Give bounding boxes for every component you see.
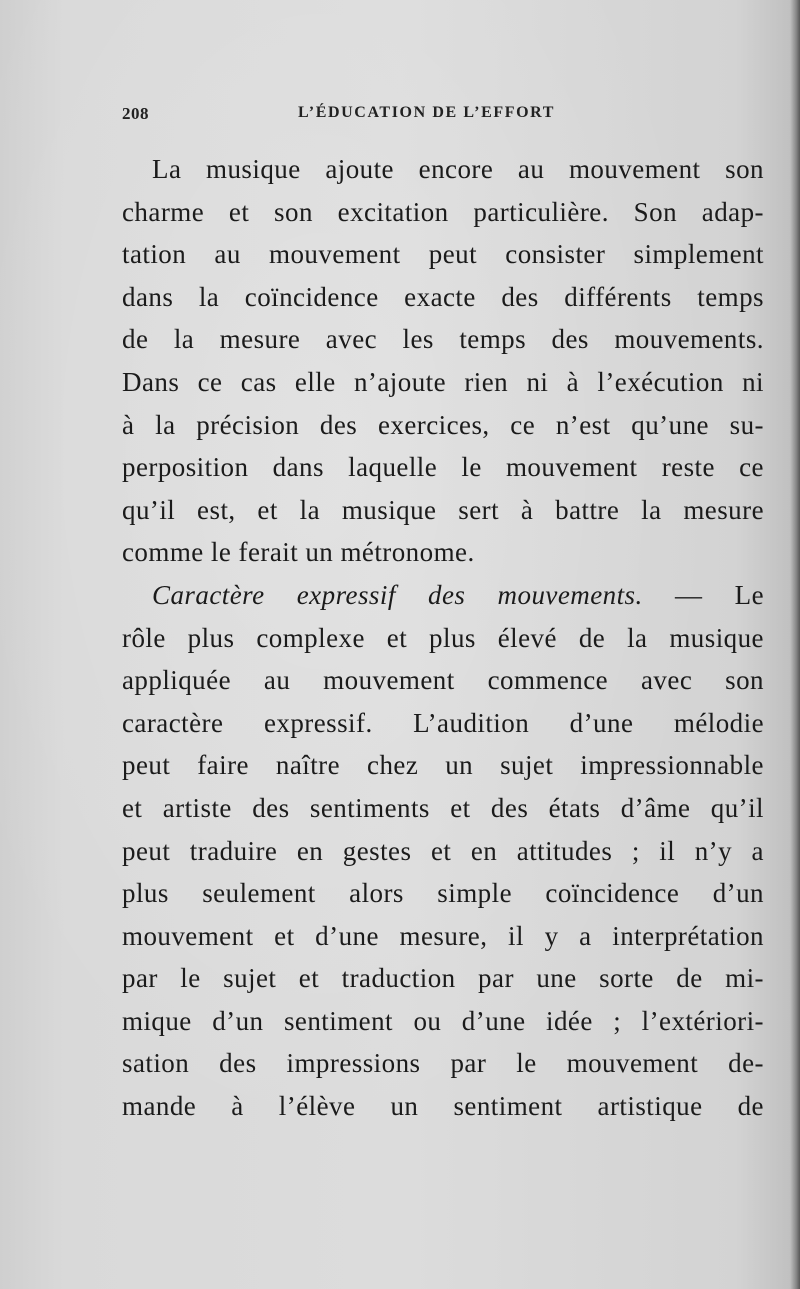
text-line: charme et son excitation particulière. Son adap- [122,196,764,227]
section-heading: Caractère expressif des mouvements. [152,579,643,610]
heading-line-rest: — Le [674,579,764,610]
text-line: La musique ajoute encore au mouvement son [152,154,764,184]
section-heading-line [122,574,764,617]
text-line: sation des impressions par le mouvement de- [122,1048,764,1079]
text-line: tation au mouvement peut consister simplement [122,239,764,270]
text-line: et artiste des sentiments et des états d’âme qu’il [122,792,764,823]
text-line: peut faire naître chez un sujet impressionnable [122,750,764,781]
text-line: rôle plus complexe et plus élevé de la musique [122,622,764,653]
text-line: comme le ferait un métronome. [122,537,475,568]
running-header [122,100,762,130]
text-line: perposition dans laquelle le mouvement reste ce [122,452,764,483]
text-line: par le sujet et traduction par une sorte de mi- [122,963,764,994]
text-line: mique d’un sentiment ou d’une idée ; l’extériori- [122,1005,764,1036]
text-line: peut traduire en gestes et en attitudes ; il n’y a [122,835,764,866]
running-title: L’ÉDUCATION DE L’EFFORT [298,104,556,121]
page-number: 208 [122,104,149,123]
text-line: à la précision des exercices, ce n’est qu’une su- [122,409,764,440]
body-text [122,148,764,1128]
text-line: de la mesure avec les temps des mouvements. [122,324,764,355]
text-line: mande à l’élève un sentiment artistique de [122,1091,764,1122]
text-line: plus seulement alors simple coïncidence d’un [122,878,764,909]
text-line: dans la coïncidence exacte des différents temps [122,281,764,312]
text-line: qu’il est, et la musique sert à battre la mesure [122,494,764,525]
text-line: mouvement et d’une mesure, il y a interprétation [122,920,764,951]
page-edge-shadow [790,0,800,1289]
text-line: Dans ce cas elle n’ajoute rien ni à l’exécution ni [122,366,764,397]
text-line: caractère expressif. L’audition d’une mélodie [122,707,764,738]
text-line: appliquée au mouvement commence avec son [122,665,764,696]
